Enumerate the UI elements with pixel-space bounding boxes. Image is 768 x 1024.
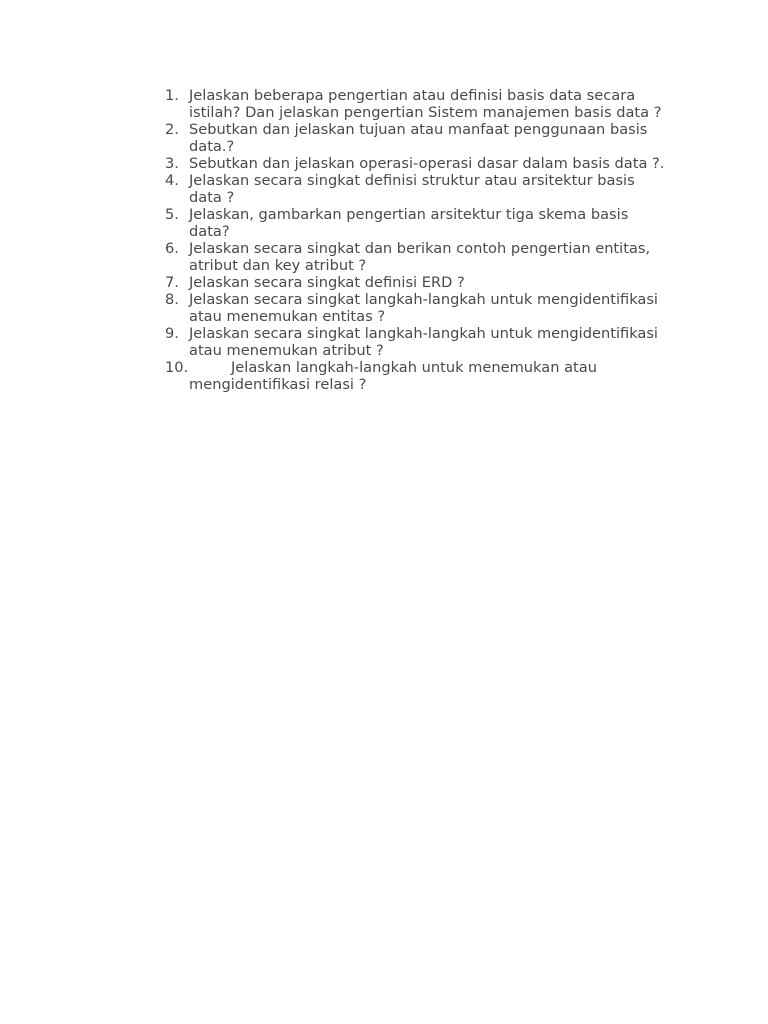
list-item-text: Jelaskan secara singkat langkah-langkah untuk mengidentifikasi atau menemukan atribut ? [189,325,658,359]
list-item [162,325,672,359]
list-item [162,87,672,121]
question-list [162,87,672,393]
list-item [162,155,672,172]
list-item-number: 5. [165,206,179,223]
list-item [162,274,672,291]
list-item [162,359,672,393]
list-item-text: Jelaskan langkah-langkah untuk menemukan atau mengidentifikasi relasi ? [189,359,597,393]
list-item-text: Sebutkan dan jelaskan operasi-operasi dasar dalam basis data ?. [189,155,665,172]
list-item-number: 8. [165,291,179,308]
list-item-text: Jelaskan beberapa pengertian atau definisi basis data secara istilah? Dan jelaskan pengertian Sistem manajemen basis data ? [189,87,662,121]
list-item-number: 2. [165,121,179,138]
list-item-number: 9. [165,325,179,342]
list-item [162,291,672,325]
list-item-text: Jelaskan secara singkat definisi struktur atau arsitektur basis data ? [189,172,635,206]
list-item-number: 10. [165,359,189,376]
list-item-text: Jelaskan secara singkat langkah-langkah untuk mengidentifikasi atau menemukan entitas ? [189,291,658,325]
list-item-text: Jelaskan, gambarkan pengertian arsitektur tiga skema basis data? [189,206,629,240]
list-item-number: 7. [165,274,179,291]
list-item [162,172,672,206]
list-item [162,240,672,274]
list-item-number: 4. [165,172,179,189]
list-item-number: 6. [165,240,179,257]
list-item-text: Sebutkan dan jelaskan tujuan atau manfaat penggunaan basis data.? [189,121,648,155]
list-item [162,206,672,240]
list-item-number: 3. [165,155,179,172]
list-item-text: Jelaskan secara singkat dan berikan contoh pengertian entitas, atribut dan key atribut ? [189,240,651,274]
list-item [162,121,672,155]
list-item-text: Jelaskan secara singkat definisi ERD ? [189,274,465,291]
list-item-number: 1. [165,87,179,104]
